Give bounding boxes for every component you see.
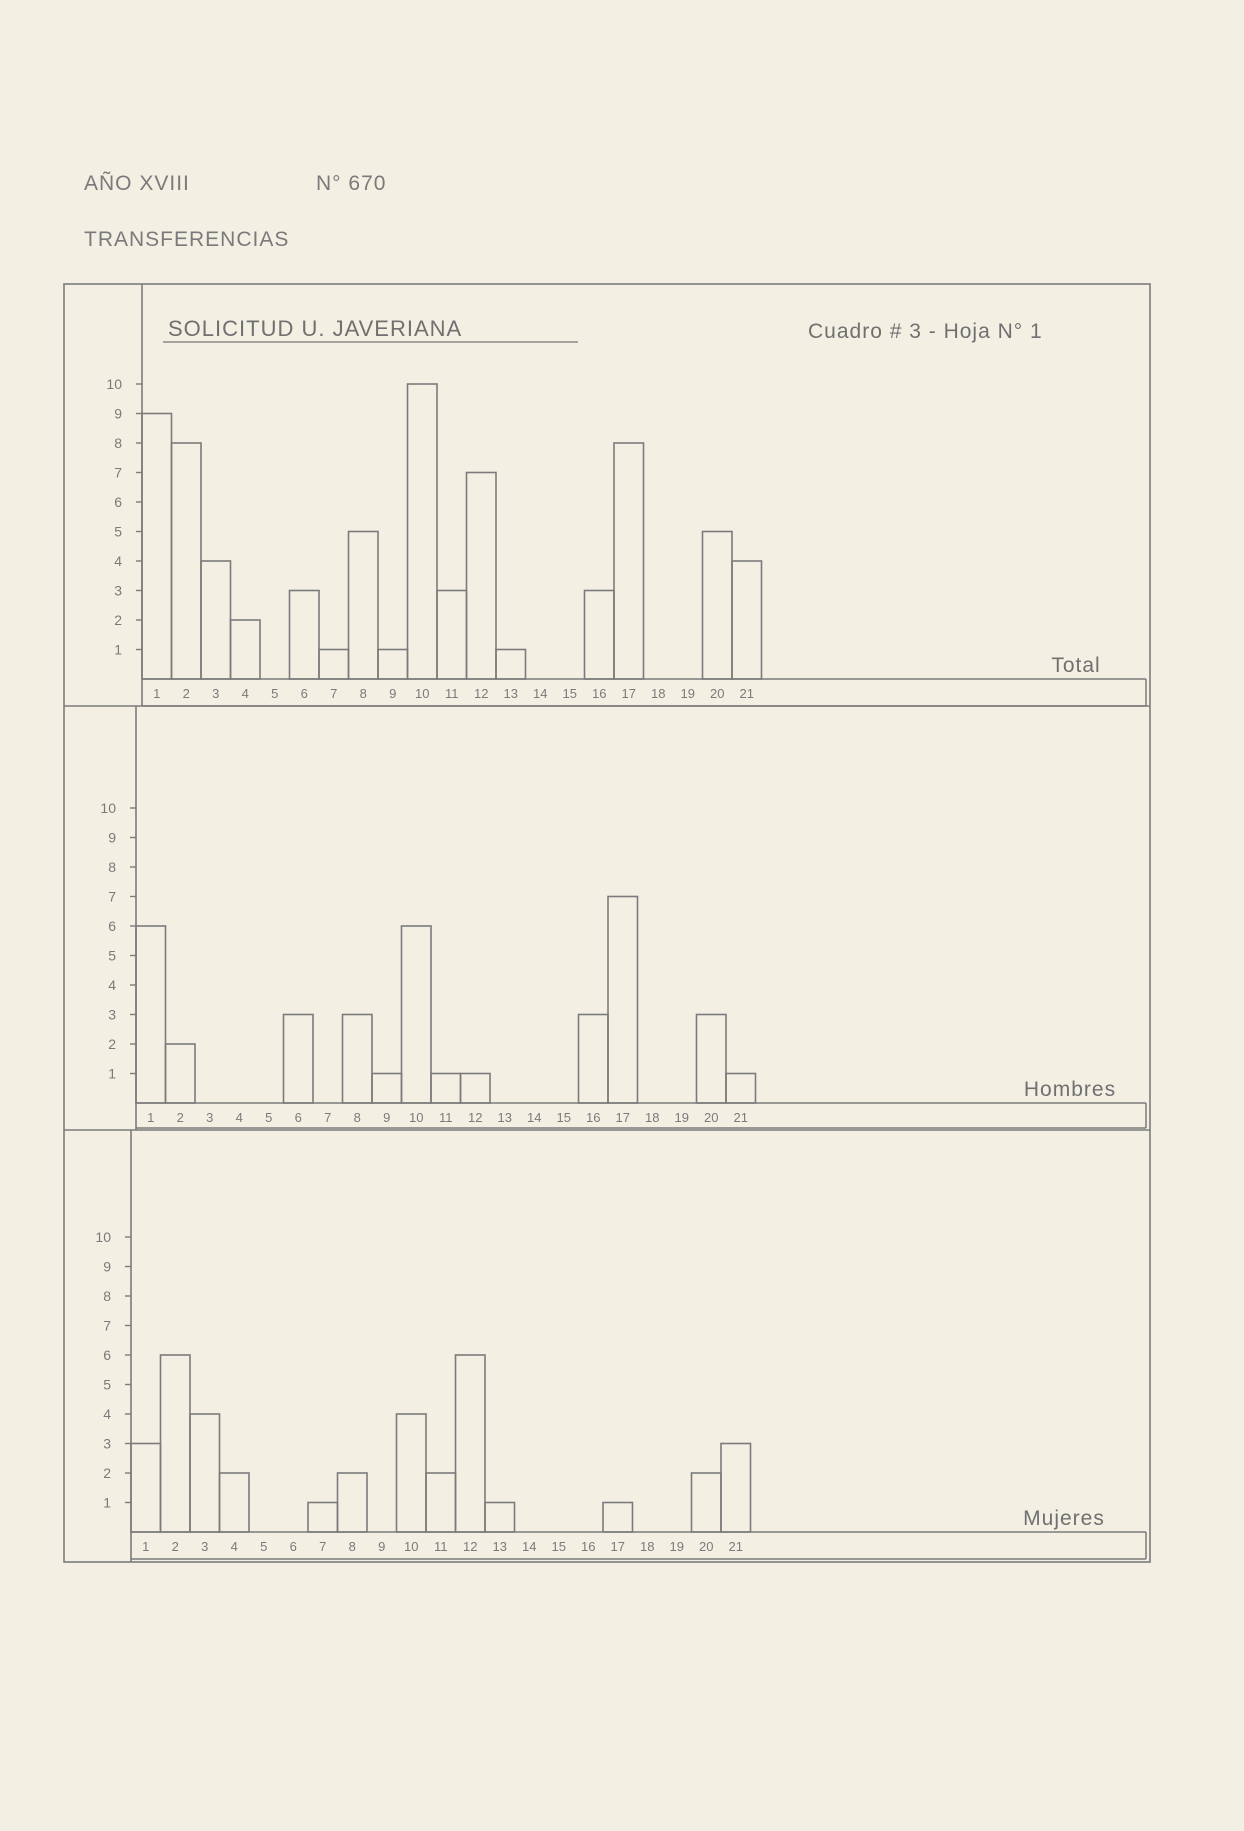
x-tick-label: 20 (699, 1539, 714, 1554)
chart-panels (95, 376, 1146, 1559)
x-tick-label: 21 (739, 686, 754, 701)
y-tick-label: 9 (108, 829, 116, 846)
bar (172, 443, 202, 679)
x-tick-label: 3 (206, 1110, 214, 1125)
y-tick-label: 3 (114, 582, 122, 599)
x-tick-label: 13 (492, 1539, 507, 1554)
x-tick-label: 13 (503, 686, 518, 701)
x-tick-label: 6 (300, 686, 308, 701)
y-tick-label: 1 (108, 1065, 116, 1082)
figure-title: SOLICITUD U. JAVERIANA (168, 316, 463, 341)
y-tick-label: 2 (108, 1036, 116, 1052)
x-tick-label: 16 (586, 1110, 601, 1125)
x-tick-label: 14 (522, 1539, 537, 1554)
y-tick-label: 7 (114, 464, 122, 481)
bar (579, 1015, 609, 1104)
x-tick-label: 21 (733, 1110, 748, 1125)
y-tick-label: 6 (103, 1347, 111, 1363)
x-tick-label: 19 (674, 1110, 689, 1125)
x-tick-label: 8 (359, 686, 367, 701)
bar (308, 1503, 338, 1533)
x-tick-label: 17 (610, 1539, 625, 1554)
x-tick-label: 9 (383, 1110, 391, 1125)
x-tick-label: 12 (474, 686, 489, 701)
x-tick-label: 2 (171, 1539, 179, 1554)
bar (131, 1444, 161, 1533)
x-tick-label: 5 (265, 1110, 273, 1125)
x-tick-label: 14 (533, 686, 548, 701)
y-tick-label: 8 (108, 859, 116, 875)
x-tick-label: 6 (294, 1110, 302, 1125)
y-tick-label: 5 (108, 947, 116, 964)
bar (703, 532, 733, 680)
header-number: N° 670 (316, 172, 387, 195)
x-tick-label: 15 (562, 686, 577, 701)
x-tick-label: 1 (142, 1539, 150, 1554)
x-tick-label: 21 (728, 1539, 743, 1554)
y-tick-label: 4 (103, 1406, 111, 1422)
x-tick-label: 5 (260, 1539, 268, 1554)
y-tick-label: 2 (103, 1465, 111, 1481)
bar (732, 561, 762, 679)
x-tick-label: 16 (592, 686, 607, 701)
x-tick-label: 19 (669, 1539, 684, 1554)
x-tick-label: 7 (319, 1539, 327, 1554)
bar (349, 532, 379, 680)
x-tick-label: 10 (404, 1539, 419, 1554)
x-tick-label: 16 (581, 1539, 596, 1554)
x-tick-label: 3 (212, 686, 220, 701)
bar (692, 1473, 722, 1532)
bar (426, 1473, 456, 1532)
x-tick-label: 10 (415, 686, 430, 701)
y-tick-label: 3 (103, 1435, 111, 1452)
x-tick-label: 9 (378, 1539, 386, 1554)
bar (190, 1414, 220, 1532)
bar (136, 926, 166, 1103)
bar (461, 1074, 491, 1104)
y-tick-label: 2 (114, 612, 122, 628)
x-tick-label: 6 (289, 1539, 297, 1554)
bar (402, 926, 432, 1103)
bar (397, 1414, 427, 1532)
x-tick-label: 20 (710, 686, 725, 701)
y-tick-label: 5 (103, 1376, 111, 1393)
figure-frame (64, 284, 1150, 1562)
x-tick-label: 2 (182, 686, 190, 701)
bar (343, 1015, 373, 1104)
x-tick-label: 20 (704, 1110, 719, 1125)
bar (220, 1473, 250, 1532)
y-tick-label: 1 (103, 1494, 111, 1511)
bar (614, 443, 644, 679)
x-tick-label: 15 (551, 1539, 566, 1554)
bar (721, 1444, 751, 1533)
y-tick-label: 10 (95, 1229, 111, 1245)
y-tick-label: 9 (114, 405, 122, 422)
series-label: Total (1051, 654, 1101, 677)
x-tick-label: 18 (645, 1110, 660, 1125)
bar (456, 1355, 486, 1532)
bar (231, 620, 261, 679)
y-tick-label: 1 (114, 641, 122, 658)
x-tick-label: 4 (241, 686, 249, 701)
chart-panel-total (106, 376, 1146, 706)
x-tick-label: 13 (497, 1110, 512, 1125)
y-tick-label: 9 (103, 1258, 111, 1275)
series-label: Hombres (1023, 1078, 1117, 1101)
bar (431, 1074, 461, 1104)
x-tick-label: 1 (147, 1110, 155, 1125)
outer-frame (64, 284, 1150, 1562)
y-tick-label: 4 (114, 553, 122, 569)
bar (496, 650, 526, 680)
y-tick-label: 7 (103, 1317, 111, 1334)
header-section: TRANSFERENCIAS (84, 228, 290, 251)
bar (437, 591, 467, 680)
x-tick-label: 4 (230, 1539, 238, 1554)
bar (142, 414, 172, 680)
x-tick-label: 1 (153, 686, 161, 701)
bar (378, 650, 408, 680)
x-tick-label: 18 (651, 686, 666, 701)
bar (485, 1503, 515, 1533)
y-tick-label: 3 (108, 1006, 116, 1023)
x-tick-label: 18 (640, 1539, 655, 1554)
bar (697, 1015, 727, 1104)
bar (201, 561, 231, 679)
bar (290, 591, 320, 680)
x-tick-label: 19 (680, 686, 695, 701)
x-tick-label: 12 (468, 1110, 483, 1125)
bar (284, 1015, 314, 1104)
y-tick-label: 10 (100, 800, 116, 816)
x-tick-label: 12 (463, 1539, 478, 1554)
x-tick-label: 11 (439, 1110, 453, 1125)
x-tick-label: 2 (176, 1110, 184, 1125)
x-tick-label: 4 (235, 1110, 243, 1125)
chart-panel-mujeres (95, 1229, 1146, 1559)
x-tick-label: 11 (434, 1539, 448, 1554)
x-tick-label: 11 (445, 686, 459, 701)
y-tick-label: 4 (108, 977, 116, 993)
bar (585, 591, 615, 680)
x-tick-label: 8 (348, 1539, 356, 1554)
y-tick-label: 10 (106, 376, 122, 392)
y-tick-label: 6 (108, 918, 116, 934)
bar (319, 650, 349, 680)
x-tick-label: 8 (353, 1110, 361, 1125)
bar (726, 1074, 756, 1104)
bar (603, 1503, 633, 1533)
y-tick-label: 8 (103, 1288, 111, 1304)
x-tick-label: 10 (409, 1110, 424, 1125)
bar (608, 897, 638, 1104)
bar (166, 1044, 196, 1103)
bar (408, 384, 438, 679)
x-tick-label: 17 (615, 1110, 630, 1125)
x-tick-label: 15 (556, 1110, 571, 1125)
x-tick-label: 7 (324, 1110, 332, 1125)
bar (372, 1074, 402, 1104)
y-tick-label: 8 (114, 435, 122, 451)
x-tick-label: 5 (271, 686, 279, 701)
x-tick-label: 17 (621, 686, 636, 701)
y-tick-label: 5 (114, 523, 122, 540)
y-tick-label: 7 (108, 888, 116, 905)
bar (467, 473, 497, 680)
header-year: AÑO XVIII (84, 172, 190, 195)
sheet-label: Cuadro # 3 - Hoja N° 1 (808, 320, 1043, 343)
chart-panel-hombres (100, 800, 1146, 1128)
y-tick-label: 6 (114, 494, 122, 510)
bar (161, 1355, 191, 1532)
x-tick-label: 7 (330, 686, 338, 701)
x-tick-label: 3 (201, 1539, 209, 1554)
bar (338, 1473, 368, 1532)
series-label: Mujeres (1023, 1507, 1105, 1530)
x-tick-label: 14 (527, 1110, 542, 1125)
x-tick-label: 9 (389, 686, 397, 701)
